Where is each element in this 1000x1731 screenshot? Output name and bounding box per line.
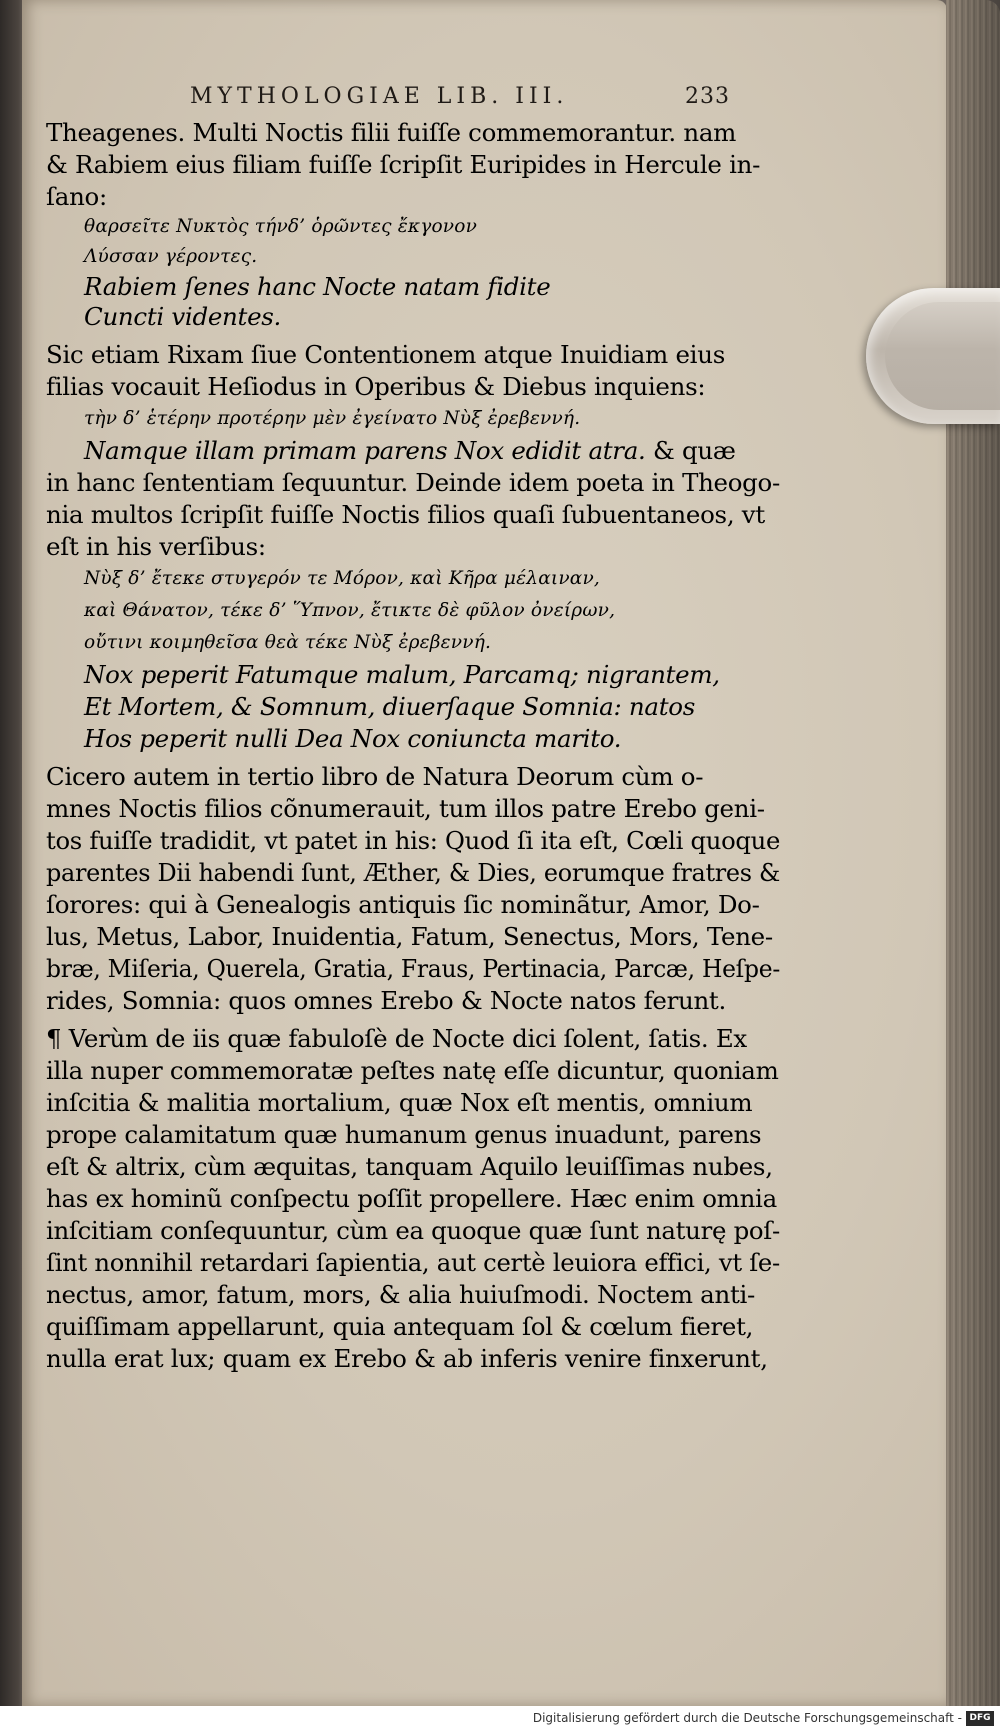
text-line xyxy=(84,436,736,466)
dfg-logo: DFG xyxy=(966,1711,994,1726)
text-line: Nox peperit Fatumque malum, Parcamq; nigrantem, xyxy=(84,660,720,689)
text-line: inſcitiam conſequuntur, cùm ea quoque quæ ſunt naturę poſ- xyxy=(46,1216,780,1245)
text-line: nia multos ſcripſit fuiſſe Noctis filios quaſi ſubuentaneos, vt xyxy=(46,500,765,529)
text-line: bræ, Miſeria, Querela, Gratia, Fraus, Pertinacia, Parcæ, Heſpe- xyxy=(46,954,780,983)
text-line-italic-part: Namque illam primam parens Nox edidit atra. xyxy=(84,436,646,465)
text-line: in hanc ſententiam ſequuntur. Deinde idem poeta in Theogo- xyxy=(46,468,780,497)
text-line: Rabiem ſenes hanc Nocte natam fidite xyxy=(84,272,551,301)
text-line: τὴν δ’ ἑτέρην προτέρην μὲν ἐγείνατο Νὺξ ἐρεβεννή. xyxy=(84,408,581,429)
text-line: eſt in his verſibus: xyxy=(46,532,266,561)
text-line: filias vocauit Heſiodus in Operibus & Diebus inquiens: xyxy=(46,372,706,401)
text-line: οὔτινι κοιμηθεῖσα θεὰ τέκε Νὺξ ἐρεβεννή. xyxy=(84,632,492,653)
text-line: Cuncti videntes. xyxy=(84,302,282,331)
text-line: Λύσσαν γέροντες. xyxy=(84,246,258,267)
text-line: ¶ Verùm de iis quæ fabuloſè de Nocte dici ſolent, ſatis. Ex xyxy=(46,1024,747,1053)
page-number: 233 xyxy=(685,84,730,109)
text-line: has ex hominũ conſpectu poſſit propellere. Hæc enim omnia xyxy=(46,1184,777,1213)
text-line: eſt & altrix, cùm æquitas, tanquam Aquilo leuiſſimas nubes, xyxy=(46,1152,773,1181)
running-head xyxy=(190,84,730,116)
text-line: ſint nonnihil retardari ſapientia, aut certè leuiora effici, vt ſe- xyxy=(46,1248,780,1277)
funding-notice: Digitalisierung gefördert durch die Deutsche Forschungsgemeinschaft - xyxy=(532,1711,962,1725)
text-line: Theagenes. Multi Noctis filii fuiſſe commemorantur. nam xyxy=(46,118,737,147)
page-stack-shade xyxy=(946,0,1000,1706)
book-clamp-inner xyxy=(885,302,1000,410)
running-head-title: MYTHOLOGIAE LIB. III. xyxy=(190,84,569,109)
footer-bar xyxy=(0,1706,1000,1731)
text-line: & Rabiem eius filiam fuiſſe ſcripſit Euripides in Hercule in- xyxy=(46,150,761,179)
text-line: parentes Dii habendi ſunt, Æther, & Dies, eorumque fratres & xyxy=(46,858,781,887)
text-line-roman-part: & quæ xyxy=(645,436,736,465)
text-line: inſcitia & malitia mortalium, quæ Nox eſt mentis, omnium xyxy=(46,1088,753,1117)
text-line: Cicero autem in tertio libro de Natura Deorum cùm o- xyxy=(46,762,704,791)
text-line: Sic etiam Rixam ſiue Contentionem atque Inuidiam eius xyxy=(46,340,725,369)
text-line: ſorores: qui à Genealogis antiquis ſic nominãtur, Amor, Do- xyxy=(46,890,760,919)
text-line: Νὺξ δ’ ἔτεκε στυγερόν τε Μόρον, καὶ Κῆρα μέλαιναν, xyxy=(84,568,601,589)
text-line: illa nuper commemoratæ peſtes natę eſſe dicuntur, quoniam xyxy=(46,1056,779,1085)
text-line: lus, Metus, Labor, Inuidentia, Fatum, Senectus, Mors, Tene- xyxy=(46,922,773,951)
text-line: Et Mortem, & Somnum, diuerſaque Somnia: natos xyxy=(84,692,695,721)
text-line: θαρσεῖτε Νυκτὸς τήνδ’ ὁρῶντες ἔκγονον xyxy=(84,216,478,237)
text-line: quiſſimam appellarunt, quia antequam ſol & cœlum fieret, xyxy=(46,1312,754,1341)
text-line: tos fuiſſe tradidit, vt patet in his: Quod ſi ita eſt, Cœli quoque xyxy=(46,826,781,855)
text-line: mnes Noctis filios cõnumerauit, tum illos patre Erebo geni- xyxy=(46,794,765,823)
text-line: rides, Somnia: quos omnes Erebo & Nocte natos ferunt. xyxy=(46,986,726,1015)
text-line: nulla erat lux; quam ex Erebo & ab inferis venire finxerunt, xyxy=(46,1344,768,1373)
text-line: prope calamitatum quæ humanum genus inuadunt, parens xyxy=(46,1120,762,1149)
text-line: ſano: xyxy=(46,182,107,211)
text-line: Hos peperit nulli Dea Nox coniuncta marito. xyxy=(84,724,622,753)
text-line: nectus, amor, fatum, mors, & alia huiuſmodi. Noctem anti- xyxy=(46,1280,756,1309)
text-line: καὶ Θάνατον, τέκε δ’ Ὕπνον, ἔτικτε δὲ φῦλον ὀνείρων, xyxy=(84,600,616,621)
